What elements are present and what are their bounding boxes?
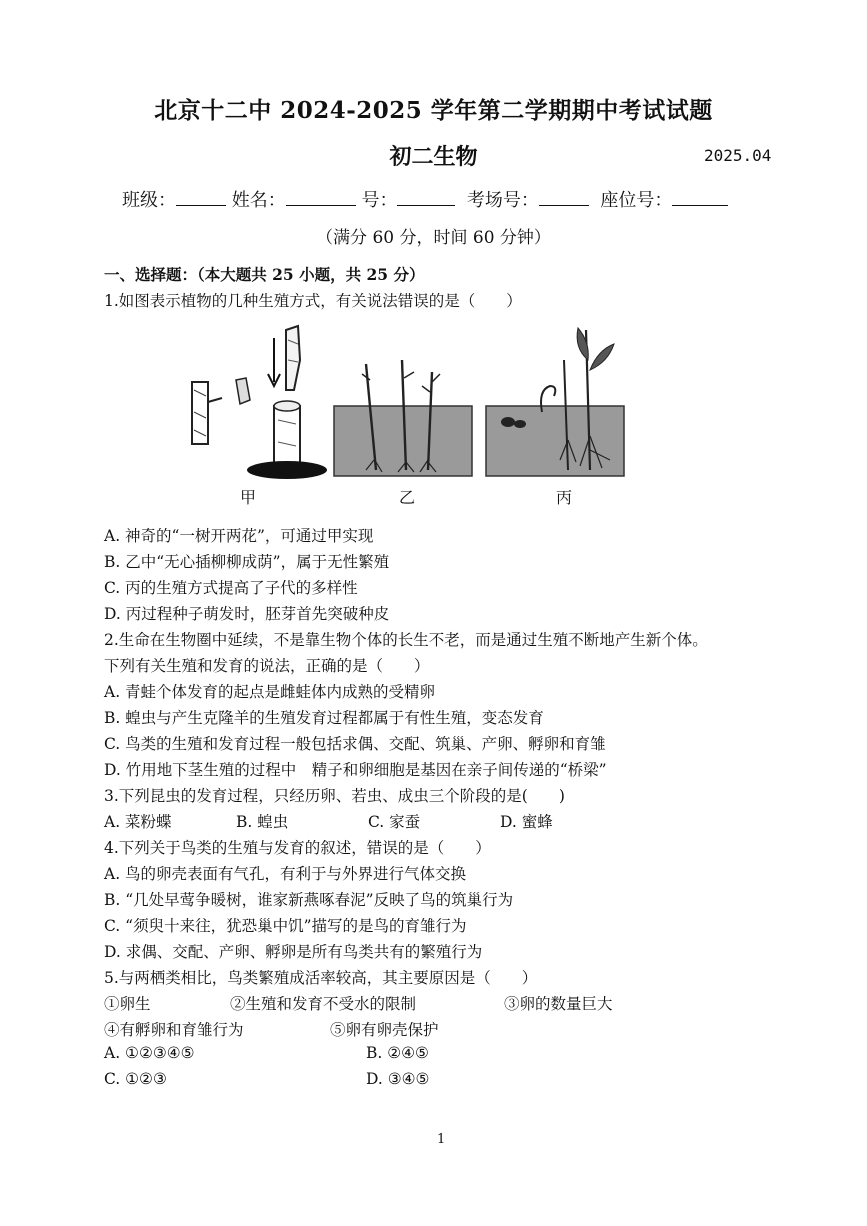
score-time-note: （满分 60 分，时间 60 分钟） bbox=[316, 228, 551, 248]
class-field[interactable] bbox=[176, 187, 226, 206]
q5-option-b: B. ②④⑤ bbox=[366, 1044, 429, 1062]
q5-option-a: A. ①②③④⑤ bbox=[104, 1044, 195, 1062]
q5-item-4: ④有孵卵和育雏行为 bbox=[104, 1021, 244, 1039]
q5-option-c: C. ①②③ bbox=[104, 1070, 167, 1088]
q3-option-c: C. 家蚕 bbox=[368, 813, 421, 831]
question-4-stem: 4.下列关于鸟类的生殖与发育的叙述，错误的是（ ） bbox=[104, 839, 491, 857]
question-1-stem: 1.如图表示植物的几种生殖方式，有关说法错误的是（ ） bbox=[104, 292, 522, 310]
subject-title: 初二生物 bbox=[389, 144, 478, 170]
section-heading: 一、选择题：（本大题共 25 小题，共 25 分） bbox=[104, 265, 425, 284]
seat-label: 座位号： bbox=[600, 190, 673, 211]
number-label: 号： bbox=[361, 190, 398, 211]
q5-item-1: ①卵生 bbox=[104, 995, 151, 1013]
figure-label-jia: 甲 bbox=[240, 488, 257, 507]
class-label: 班级： bbox=[122, 190, 176, 211]
q2-option-b: B. 蝗虫与产生克隆羊的生殖发育过程都属于有性生殖，变态发育 bbox=[104, 709, 544, 727]
room-label: 考场号： bbox=[466, 190, 539, 211]
question-5-stem: 5.与两栖类相比，鸟类繁殖成活率较高，其主要原因是（ ） bbox=[104, 969, 538, 987]
q1-option-b: B. 乙中“无心插柳柳成荫”，属于无性繁殖 bbox=[104, 553, 390, 571]
plant-reproduction-figure bbox=[170, 320, 630, 510]
q1-option-c: C. 丙的生殖方式提高了子代的多样性 bbox=[104, 579, 358, 597]
q1-option-a: A. 神奇的“一树开两花”，可通过甲实现 bbox=[104, 527, 374, 545]
q2-option-c: C. 鸟类的生殖和发育过程一般包括求偶、交配、筑巢、产卵、孵卵和育雏 bbox=[104, 735, 606, 753]
q5-option-d: D. ③④⑤ bbox=[366, 1070, 430, 1088]
figure-label-yi: 乙 bbox=[399, 488, 416, 507]
q3-option-a: A. 菜粉蝶 bbox=[104, 813, 172, 831]
room-field[interactable] bbox=[539, 187, 589, 206]
q2-option-a: A. 青蛙个体发育的起点是雌蛙体内成熟的受精卵 bbox=[104, 683, 436, 701]
q5-item-2: ②生殖和发育不受水的限制 bbox=[230, 995, 417, 1013]
cuttings-illustration bbox=[334, 360, 472, 476]
question-2-stem-cont: 下列有关生殖和发育的说法，正确的是（ ） bbox=[104, 657, 430, 675]
name-label: 姓名： bbox=[231, 190, 286, 211]
q4-option-c: C. “须臾十来往，犹恐巢中饥”描写的是鸟的育雏行为 bbox=[104, 917, 467, 935]
q5-item-5: ⑤卵有卵壳保护 bbox=[330, 1021, 439, 1039]
q4-option-b: B. “几处早莺争暖树，谁家新燕啄春泥”反映了鸟的筑巢行为 bbox=[104, 891, 514, 909]
exam-title: 北京十二中 2024-2025 学年第二学期期中考试试题 bbox=[154, 97, 713, 124]
q4-option-a: A. 鸟的卵壳表面有气孔，有利于与外界进行气体交换 bbox=[104, 865, 467, 883]
figure-label-bing: 丙 bbox=[556, 488, 573, 507]
q4-option-d: D. 求偶、交配、产卵、孵卵是所有鸟类共有的繁殖行为 bbox=[104, 943, 483, 961]
seed-germination-illustration bbox=[486, 328, 624, 476]
q5-item-3: ③卵的数量巨大 bbox=[504, 995, 613, 1013]
page-number: 1 bbox=[437, 1132, 446, 1147]
question-3-stem: 3.下列昆虫的发育过程，只经历卵、若虫、成虫三个阶段的是( ) bbox=[104, 787, 565, 805]
student-info-line bbox=[122, 186, 728, 212]
name-field[interactable] bbox=[286, 187, 356, 206]
q3-option-d: D. 蜜蜂 bbox=[500, 813, 553, 831]
number-field[interactable] bbox=[397, 187, 455, 206]
question-2-stem: 2.生命在生物圈中延续，不是靠生物个体的长生不老，而是通过生殖不断地产生新个体。 bbox=[104, 631, 708, 649]
q3-option-b: B. 蝗虫 bbox=[236, 813, 289, 831]
seat-field[interactable] bbox=[672, 187, 728, 206]
q2-option-d: D. 竹用地下茎生殖的过程中 精子和卵细胞是基因在亲子间传递的“桥梁” bbox=[104, 761, 607, 779]
exam-date: 2025.04 bbox=[704, 146, 772, 165]
grafting-illustration bbox=[192, 326, 327, 479]
q1-option-d: D. 丙过程种子萌发时，胚芽首先突破种皮 bbox=[104, 605, 390, 623]
